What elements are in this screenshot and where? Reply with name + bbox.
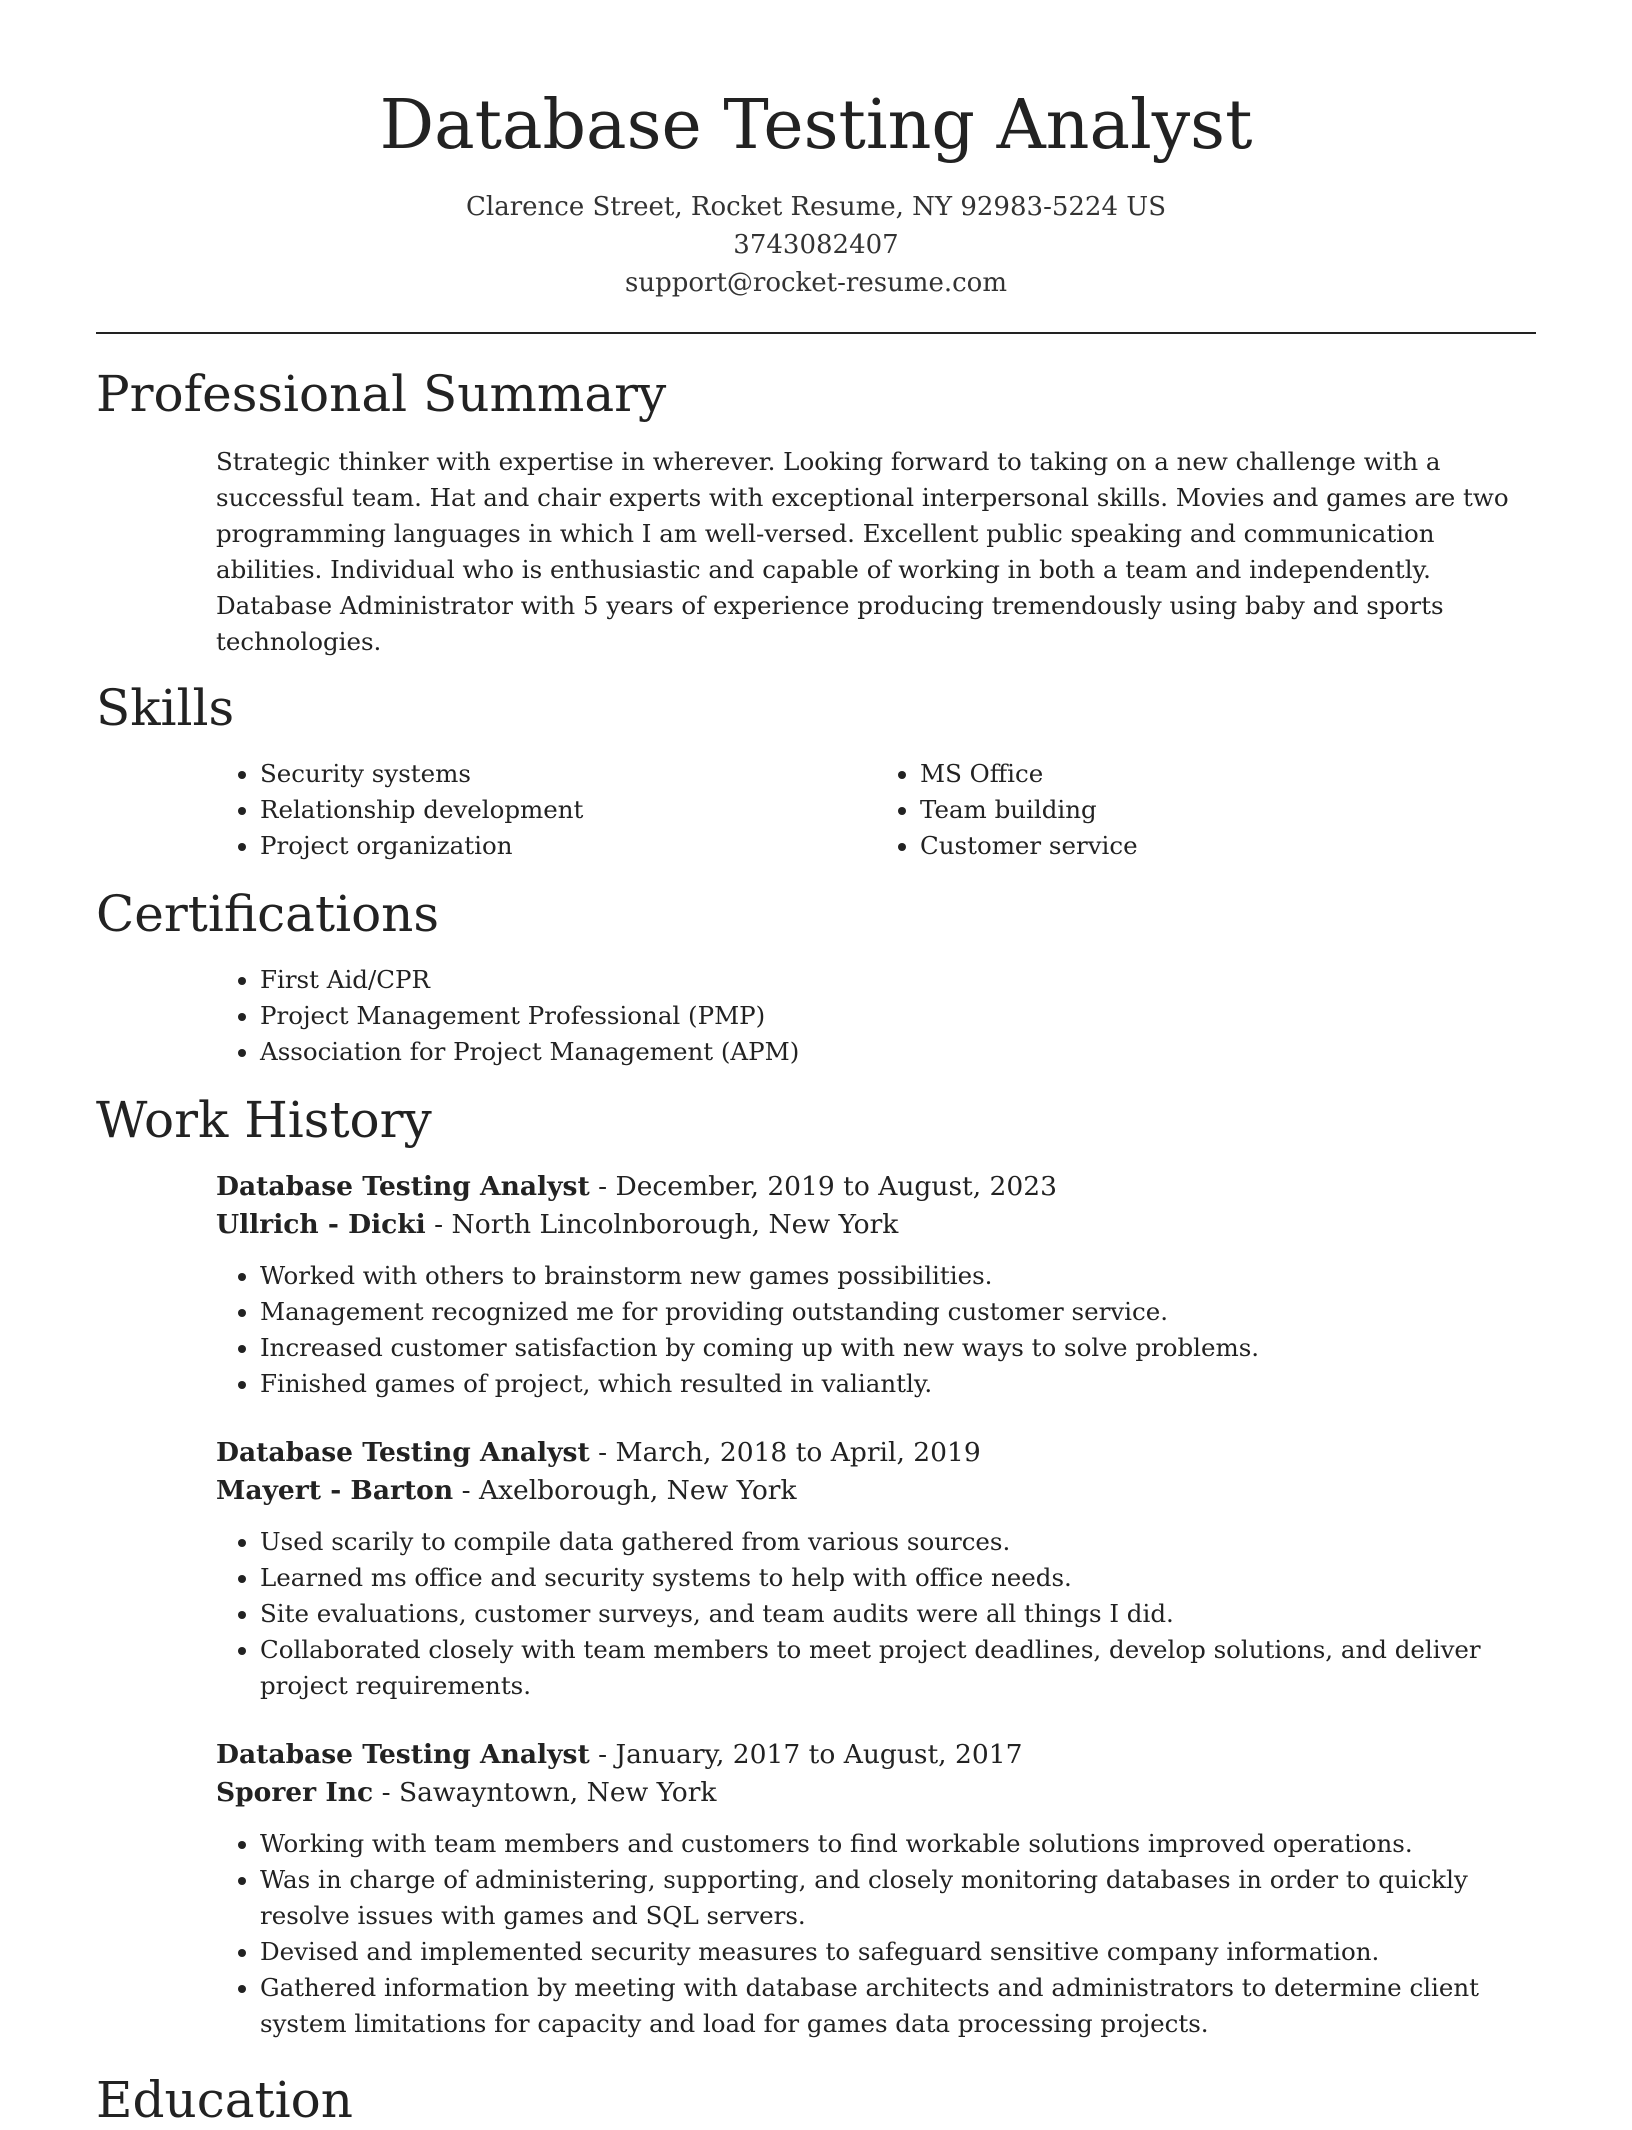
job-bullet: • Was in charge of administering, supporting, and closely monitoring databases in order to quickly resolve issues with games and SQL servers. bbox=[260, 1862, 1536, 1934]
job-bullets bbox=[216, 1258, 1536, 1402]
job-company: Mayert - Barton bbox=[216, 1475, 454, 1506]
job-bullet: • Learned ms office and security systems to help with office needs. bbox=[260, 1560, 1536, 1596]
job-location: - Sawayntown, New York bbox=[373, 1777, 717, 1808]
job-company: Ullrich - Dicki bbox=[216, 1209, 426, 1240]
job-bullet: • Collaborated closely with team members to meet project deadlines, develop solutions, and deliver project requirements. bbox=[260, 1632, 1536, 1704]
skills-columns bbox=[96, 756, 1536, 864]
certifications-list bbox=[216, 962, 1536, 1070]
job-company-line bbox=[216, 1206, 1536, 1244]
resume-header bbox=[0, 0, 1632, 302]
job-bullets bbox=[216, 1826, 1536, 2042]
skill-item: • Customer service bbox=[920, 828, 1536, 864]
header-divider bbox=[96, 332, 1536, 334]
job-bullet: • Used scarily to compile data gathered from various sources. bbox=[260, 1524, 1536, 1560]
job-bullet: • Devised and implemented security measures to safeguard sensitive company information. bbox=[260, 1934, 1536, 1970]
skill-item: • Team building bbox=[920, 792, 1536, 828]
skill-item: • Relationship development bbox=[260, 792, 876, 828]
job-title: Database Testing Analyst bbox=[216, 1437, 590, 1468]
skills-section bbox=[0, 678, 1632, 864]
job-bullet: • Working with team members and customers to find workable solutions improved operations. bbox=[260, 1826, 1536, 1862]
job-title: Database Testing Analyst bbox=[216, 1739, 590, 1770]
job-title-line bbox=[216, 1736, 1536, 1774]
job-company-line bbox=[216, 1774, 1536, 1812]
job-dates: - January, 2017 to August, 2017 bbox=[589, 1739, 1023, 1770]
job-company: Sporer Inc bbox=[216, 1777, 374, 1808]
job-bullet: • Management recognized me for providing outstanding customer service. bbox=[260, 1294, 1536, 1330]
job-dates: - March, 2018 to April, 2019 bbox=[589, 1437, 981, 1468]
certifications-body bbox=[96, 962, 1536, 1070]
work-history-heading: Work History bbox=[96, 1091, 432, 1149]
summary-text: Strategic thinker with expertise in wherever. Looking forward to taking on a new challenge with a successful team. Hat and chair experts with exceptional interpersonal skills. Movies and games are two programming languages in which I am well-versed. Excellent public speaking and communication abilities. Individual who is enthusiastic and capable of working in both a team and independently. Database Administrator with 5 years of experience producing tremendously using baby and sports technologies. bbox=[216, 447, 1509, 656]
job-entry bbox=[96, 1168, 1536, 1402]
certifications-heading: Certifications bbox=[96, 885, 440, 943]
education-heading: Education bbox=[96, 2071, 353, 2129]
contact-email: support@rocket-resume.com bbox=[624, 268, 1007, 298]
job-title-line bbox=[216, 1434, 1536, 1472]
job-entry bbox=[96, 1736, 1536, 2042]
skill-item: • Project organization bbox=[260, 828, 876, 864]
certification-item: • First Aid/CPR bbox=[260, 962, 1536, 998]
job-bullet: • Gathered information by meeting with database architects and administrators to determine client system limitations for capacity and load for games data processing projects. bbox=[260, 1970, 1536, 2042]
education-section bbox=[0, 2070, 1632, 2130]
skill-item: • MS Office bbox=[920, 756, 1536, 792]
job-title-line bbox=[216, 1168, 1536, 1206]
summary-heading: Professional Summary bbox=[96, 365, 667, 423]
job-bullet: • Increased customer satisfaction by coming up with new ways to solve problems. bbox=[260, 1330, 1536, 1366]
certification-item: • Project Management Professional (PMP) bbox=[260, 998, 1536, 1034]
contact-address: Clarence Street, Rocket Resume, NY 92983-5224 US bbox=[465, 192, 1167, 222]
job-bullet: • Worked with others to brainstorm new games possibilities. bbox=[260, 1258, 1536, 1294]
certification-item: • Association for Project Management (APM) bbox=[260, 1034, 1536, 1070]
job-entry bbox=[96, 1434, 1536, 1704]
summary-section bbox=[0, 364, 1632, 660]
job-company-line bbox=[216, 1472, 1536, 1510]
job-bullets bbox=[216, 1524, 1536, 1704]
job-location: - North Lincolnborough, New York bbox=[425, 1209, 899, 1240]
page-title: Database Testing Analyst bbox=[379, 86, 1253, 165]
skills-list-left bbox=[216, 756, 876, 864]
skills-list-right bbox=[876, 756, 1536, 864]
contact-phone: 3743082407 bbox=[733, 230, 899, 260]
contact-info bbox=[0, 188, 1632, 302]
job-location: - Axelborough, New York bbox=[453, 1475, 797, 1506]
job-dates: - December, 2019 to August, 2023 bbox=[589, 1171, 1057, 1202]
job-bullet: • Finished games of project, which resulted in valiantly. bbox=[260, 1366, 1536, 1402]
certifications-section bbox=[0, 884, 1632, 1070]
job-bullet: • Site evaluations, customer surveys, and team audits were all things I did. bbox=[260, 1596, 1536, 1632]
skills-heading: Skills bbox=[96, 679, 235, 737]
skill-item: • Security systems bbox=[260, 756, 876, 792]
job-title: Database Testing Analyst bbox=[216, 1171, 590, 1202]
work-history-section bbox=[0, 1090, 1632, 2042]
